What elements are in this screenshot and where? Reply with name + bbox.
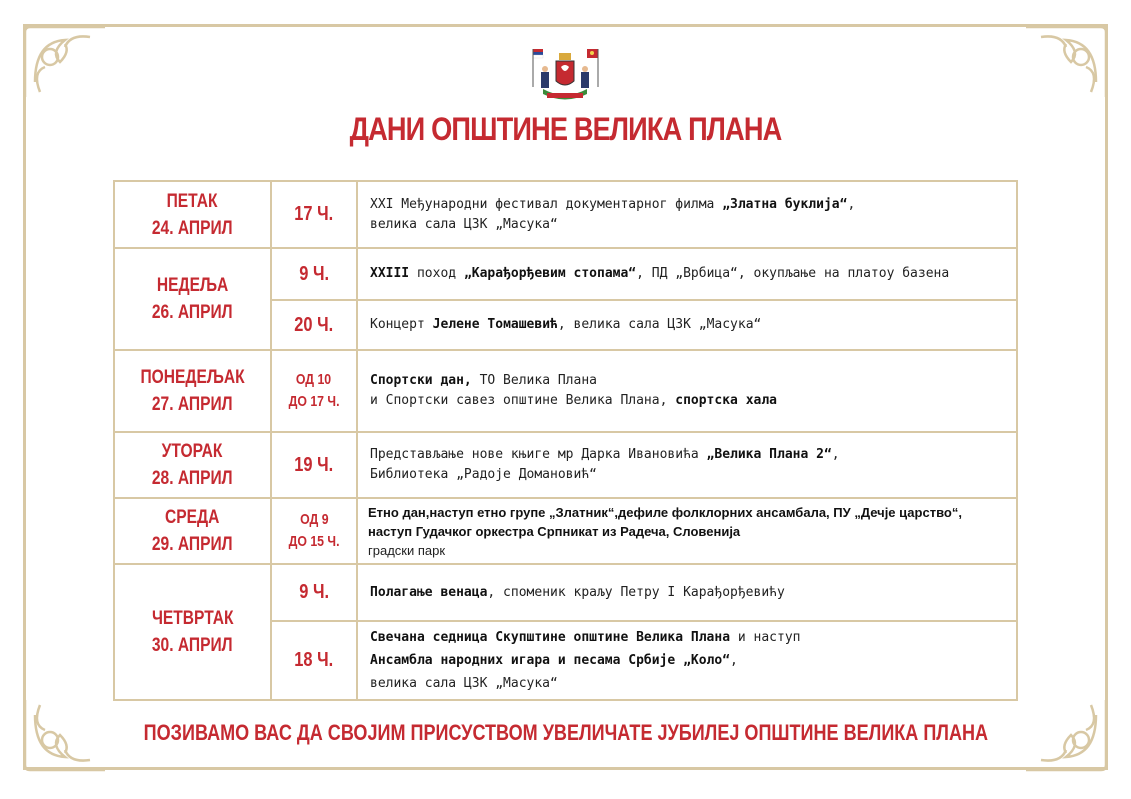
coat-of-arms-icon xyxy=(529,47,601,105)
day-name: ПЕТАК xyxy=(167,190,218,212)
event-text: Представљање нове књиге мр Дарка Ивановића xyxy=(370,447,707,462)
event-highlight: XXIII xyxy=(370,266,410,281)
event-cell xyxy=(357,432,1017,498)
event-time: 17 Ч. xyxy=(294,203,334,225)
event-time: ОД 10 xyxy=(296,371,332,388)
day-cell xyxy=(114,564,271,700)
event-highlight: „Велика Плана 2“ xyxy=(706,447,832,462)
day-date: 26. АПРИЛ xyxy=(152,302,233,323)
schedule-table xyxy=(113,180,1018,701)
time-cell xyxy=(271,498,357,564)
event-highlight: наступ Гудачког оркестра Српникат из Радеча, Словенија xyxy=(368,523,741,539)
event-venue: спортска хала xyxy=(675,393,777,408)
day-date: 27. АПРИЛ xyxy=(152,394,233,415)
event-time: 18 Ч. xyxy=(294,649,334,671)
day-name: ПОНЕДЕЉАК xyxy=(140,367,245,388)
event-venue: велика сала ЦЗК „Масука“ xyxy=(370,216,558,232)
event-text: ТО Велика Плана xyxy=(471,373,597,388)
event-text: , ПД „Врбица“, окупљање на платоу базена xyxy=(636,266,950,281)
event-venue: градски парк xyxy=(368,542,446,558)
event-text: и Спортски савез општине Велика Плана, xyxy=(370,393,676,408)
day-name: СРЕДА xyxy=(165,507,220,528)
event-time: 9 Ч. xyxy=(299,262,329,285)
day-date: 24. АПРИЛ xyxy=(152,217,233,239)
event-text: , велика сала ЦЗК „Масука“ xyxy=(557,317,762,332)
day-date: 30. АПРИЛ xyxy=(152,635,233,656)
day-date: 29. АПРИЛ xyxy=(152,534,233,555)
event-cell xyxy=(357,621,1017,700)
day-date: 28. АПРИЛ xyxy=(152,468,233,489)
event-text: и наступ xyxy=(730,630,801,645)
event-venue: Библиотека „Радоје Домановић“ xyxy=(370,467,597,482)
day-cell xyxy=(114,498,271,564)
event-text: , xyxy=(730,653,738,668)
day-name: НЕДЕЉА xyxy=(156,275,229,296)
event-cell xyxy=(357,564,1017,621)
time-cell xyxy=(271,564,357,621)
event-cell xyxy=(357,181,1017,248)
event-time: 19 Ч. xyxy=(294,453,334,476)
table-row xyxy=(114,432,1017,498)
time-cell xyxy=(271,621,357,700)
day-cell xyxy=(114,248,271,350)
event-highlight: Јелене Томашевић xyxy=(432,317,558,332)
time-cell xyxy=(271,432,357,498)
day-cell xyxy=(114,350,271,432)
time-cell xyxy=(271,248,357,300)
page-title: ДАНИ ОПШТИНЕ ВЕЛИКА ПЛАНА xyxy=(349,111,782,147)
time-cell xyxy=(271,300,357,350)
footer-invitation xyxy=(0,720,1131,746)
event-cell xyxy=(357,498,1017,564)
time-cell xyxy=(271,181,357,248)
day-cell xyxy=(114,432,271,498)
event-text: Концерт xyxy=(370,317,433,332)
event-time: 20 Ч. xyxy=(294,313,334,336)
event-time: ОД 9 xyxy=(299,511,329,528)
event-highlight: „Златна буклија“ xyxy=(722,196,848,212)
event-venue: велика сала ЦЗК „Масука“ xyxy=(370,676,558,691)
event-highlight: Полагање венаца xyxy=(370,584,488,600)
ornament-corner-icon xyxy=(1021,22,1111,102)
event-highlight: Ансамбла народних игара и песама Србије „Коло“ xyxy=(370,653,731,668)
table-row xyxy=(114,181,1017,248)
event-highlight: „Карађорђевим стопама“ xyxy=(463,266,637,281)
event-highlight: Етно дан,наступ етно групе „Златник“,дефиле фолклорних ансамбала, ПУ „Дечје царство“, xyxy=(368,504,962,520)
event-cell xyxy=(357,248,1017,300)
event-cell xyxy=(357,300,1017,350)
table-row xyxy=(114,248,1017,300)
event-time: 9 Ч. xyxy=(299,581,329,603)
table-row xyxy=(114,498,1017,564)
event-text: поход xyxy=(409,266,464,281)
table-row xyxy=(114,564,1017,621)
time-cell xyxy=(271,350,357,432)
ornament-corner-icon xyxy=(20,22,110,102)
event-highlight: Спортски дан, xyxy=(370,373,472,388)
event-text: , xyxy=(831,447,840,462)
footer-text: ПОЗИВАМО ВАС ДА СВОЈИМ ПРИСУСТВОМ УВЕЛИЧАТЕ ЈУБИЛЕЈ ОПШТИНЕ ВЕЛИКА ПЛАНА xyxy=(143,720,988,745)
day-name: УТОРАК xyxy=(162,441,223,462)
event-cell xyxy=(357,350,1017,432)
event-time: ДО 17 Ч. xyxy=(288,393,340,410)
event-text: , споменик краљу Петру I Карађорђевићу xyxy=(487,584,785,600)
table-row xyxy=(114,350,1017,432)
day-name: ЧЕТВРТАК xyxy=(151,608,234,629)
event-text: , xyxy=(847,196,856,212)
day-cell xyxy=(114,181,271,248)
event-text: XXI Међународни фестивал документарног филма xyxy=(370,196,723,212)
event-highlight: Свечана седница Скупштине општине Велика Плана xyxy=(370,630,731,645)
event-time: ДО 15 Ч. xyxy=(288,533,340,550)
